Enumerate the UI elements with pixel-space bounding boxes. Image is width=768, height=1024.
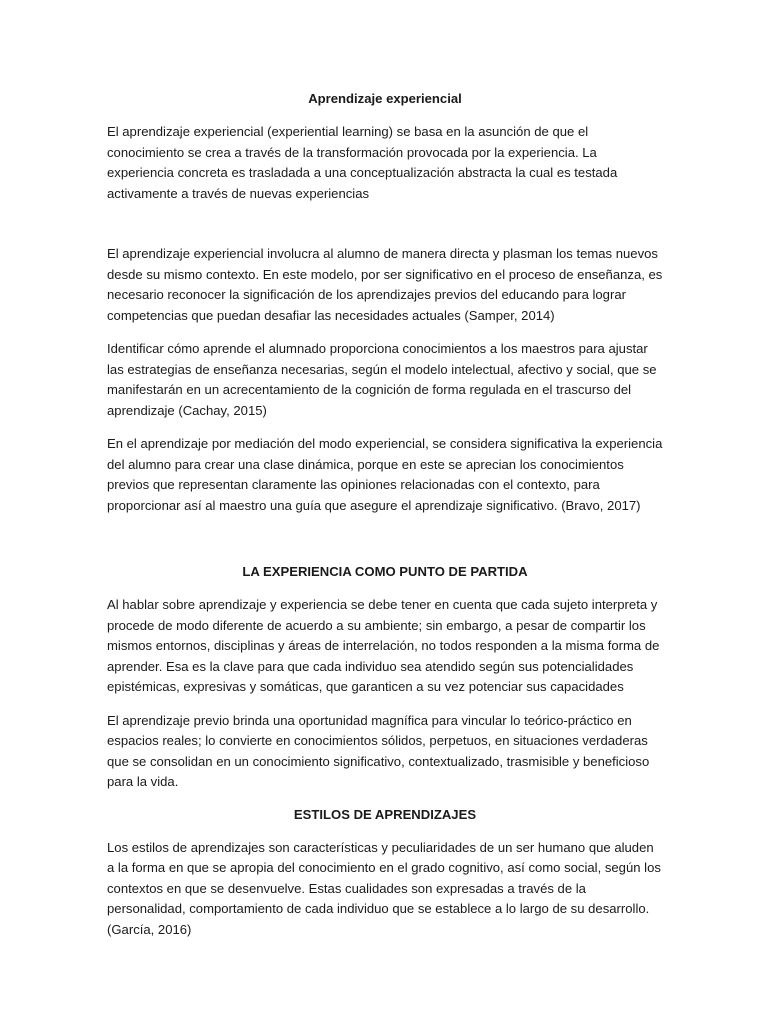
paragraph-mediation: En el aprendizaje por mediación del modo experiencial, se considera significativa la experiencia del alumno para crear una clase dinámica, porque en este se aprecian los conocimientos previos que representan claramente las opiniones relacionadas con el contexto, para proporcionar así al maestro una guía que asegure el aprendizaje significativo. (Bravo, 2017) [107, 436, 663, 513]
paragraph-prior-learning: El aprendizaje previo brinda una oportunidad magnífica para vincular lo teórico-práctico en espacios reales; lo convierte en conocimientos sólidos, perpetuos, en situaciones verdaderas que se consolidan en un conocimiento significativo, contextualizado, trasmisible y beneficioso para la vida. [107, 712, 650, 789]
section-heading-experience: LA EXPERIENCIA COMO PUNTO DE PARTIDA [242, 564, 528, 579]
paragraph-identification: Identificar cómo aprende el alumnado proporciona conocimientos a los maestros para ajustar las estrategias de enseñanza necesarias, según el modelo intelectual, afectivo y social, que se manifestarán en un acrecentamiento de la cognición de forma regulada en el trascurso del aprendizaje (Cachay, 2015) [107, 341, 657, 418]
paragraph-involvement: El aprendizaje experiencial involucra al alumno de manera directa y plasman los temas nuevos desde su mismo contexto. En este modelo, por ser significativo en el proceso de enseñanza, es necesario reconocer la significación de los aprendizajes previos del educando para lograr competencias que puedan desafiar las necesidades actuales (Samper, 2014) [107, 246, 663, 323]
document-title: Aprendizaje experiencial [308, 91, 462, 106]
paragraph-learning-experience: Al hablar sobre aprendizaje y experiencia se debe tener en cuenta que cada sujeto interpreta y procede de modo diferente de acuerdo a su ambiente; sin embargo, a pesar de compartir los mismos entornos, disciplinas y áreas de interrelación, no todos responden a la misma forma de aprender. Esa es la clave para que cada individuo sea atendido según sus potencialidades epistémicas, expresivas y somáticas, que garanticen a su vez potenciar sus capacidades [107, 597, 660, 694]
section-heading-styles: ESTILOS DE APRENDIZAJES [293, 806, 477, 822]
document-body [107, 89, 663, 953]
paragraph-intro: El aprendizaje experiencial (experiential learning) se basa en la asunción de que el conocimiento se crea a través de la transformación provocada por la experiencia. La experiencia concreta es trasladada a una conceptualización abstracta la cual es testada activamente a través de nuevas experiencias [107, 124, 618, 201]
paragraph-learning-styles: Los estilos de aprendizajes son características y peculiaridades de un ser humano que aluden a la forma en que se apropia del conocimiento en el grado cognitivo, así como social, según los contextos en que se desenvuelve. Estas cualidades son expresadas a través de la personalidad, comportamiento de cada individuo que se establece a lo largo de su desarrollo. (García, 2016) [107, 839, 661, 937]
